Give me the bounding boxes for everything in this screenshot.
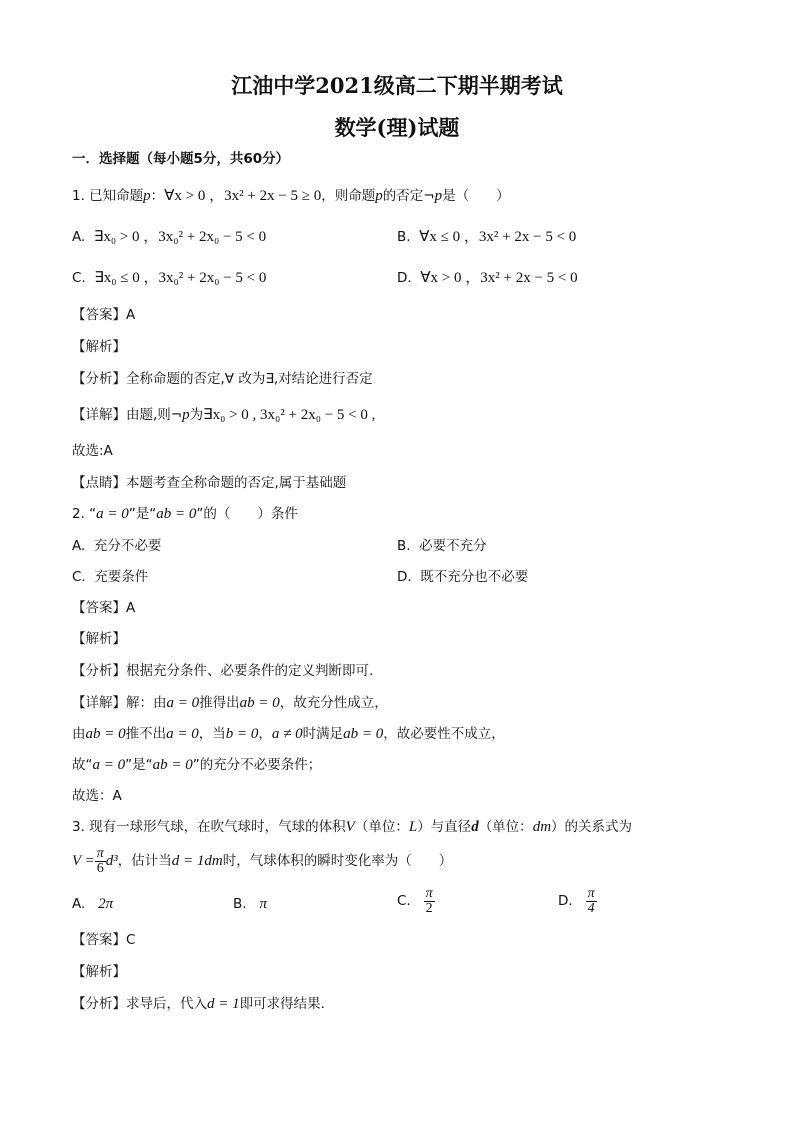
q2-fenxi: 【分析】根据充分条件、必要条件的定义判断即可. — [72, 663, 374, 679]
q2-option-a: A. 充分不必要 — [72, 538, 162, 554]
q1-xiangjie: 【详解】由题,则¬p为∃x₀ > 0 , 3x₀² + 2x₀ − 5 < 0 , — [72, 407, 376, 423]
q3-option-d: D. $\frac{\pi}{4}$ — [558, 885, 595, 916]
page-title: 江油中学2021级高二下期半期考试 — [231, 73, 563, 98]
q2-guxuan: 故选：A — [72, 788, 122, 804]
q2-xiangjie-line1: 【详解】解：由a = 0推得出ab = 0，故充分性成立， — [72, 695, 388, 711]
q3-answer: 【答案】C — [72, 932, 136, 948]
q1-option-d: D. ∀x > 0 ，3x² + 2x − 5 < 0 — [397, 270, 578, 286]
q3-analysis-tag: 【解析】 — [72, 964, 126, 980]
q3-stem-line2: V = $\frac{\pi}{6}$ d³，估计当d = 1dm时，气球体积的瞬时变化率为（ ） — [72, 845, 453, 876]
q3-option-a: A. 2π — [72, 896, 114, 912]
q3-option-b: B. π — [233, 896, 267, 912]
q2-stem: 2. “a = 0”是“ab = 0”的（ ）条件 — [72, 506, 298, 522]
q1-analysis-tag: 【解析】 — [72, 339, 126, 355]
section-heading: 一．选择题（每小题5分，共60分） — [72, 151, 290, 167]
q3-option-c: C. $\frac{\pi}{2}$ — [397, 885, 433, 916]
q1-option-c: C. ∃x₀ ≤ 0 ，3x₀² + 2x₀ − 5 < 0 — [72, 270, 267, 286]
q1-stem: 1. 已知命题p：∀x > 0 ，3x² + 2x − 5 ≥ 0，则命题p的否定¬p是（ ） — [72, 188, 510, 204]
q1-fenxi: 【分析】全称命题的否定,∀ 改为∃,对结论进行否定 — [72, 371, 373, 387]
q2-option-b: B. 必要不充分 — [397, 538, 487, 554]
q1-dianjing: 【点睛】本题考查全称命题的否定,属于基础题 — [72, 475, 347, 491]
q2-xiangjie-line2: 由ab = 0推不出a = 0，当b = 0，a ≠ 0时满足ab = 0，故必要性不成立， — [72, 726, 505, 742]
q2-analysis-tag: 【解析】 — [72, 631, 126, 647]
q2-option-d: D. 既不充分也不必要 — [397, 569, 529, 585]
q1-option-a: A. ∃x₀ > 0 ，3x₀² + 2x₀ − 5 < 0 — [72, 229, 267, 245]
page-subtitle: 数学(理)试题 — [334, 115, 460, 140]
q1-guxuan: 故选:A — [72, 443, 113, 459]
q2-xiangjie-line3: 故“a = 0”是“ab = 0”的充分不必要条件； — [72, 757, 322, 773]
q3-stem-line1: 3. 现有一球形气球，在吹气球时，气球的体积V（单位：L）与直径d（单位：dm）的关系式为 — [72, 819, 633, 835]
q3-fenxi: 【分析】求导后，代入d = 1即可求得结果. — [72, 996, 325, 1012]
q3-fraction: $\frac{\pi}{6}$ — [96, 845, 104, 876]
q1-answer: 【答案】A — [72, 307, 136, 323]
q2-answer: 【答案】A — [72, 600, 136, 616]
q2-option-c: C. 充要条件 — [72, 569, 149, 585]
q1-option-b: B. ∀x ≤ 0 ，3x² + 2x − 5 < 0 — [397, 229, 577, 245]
